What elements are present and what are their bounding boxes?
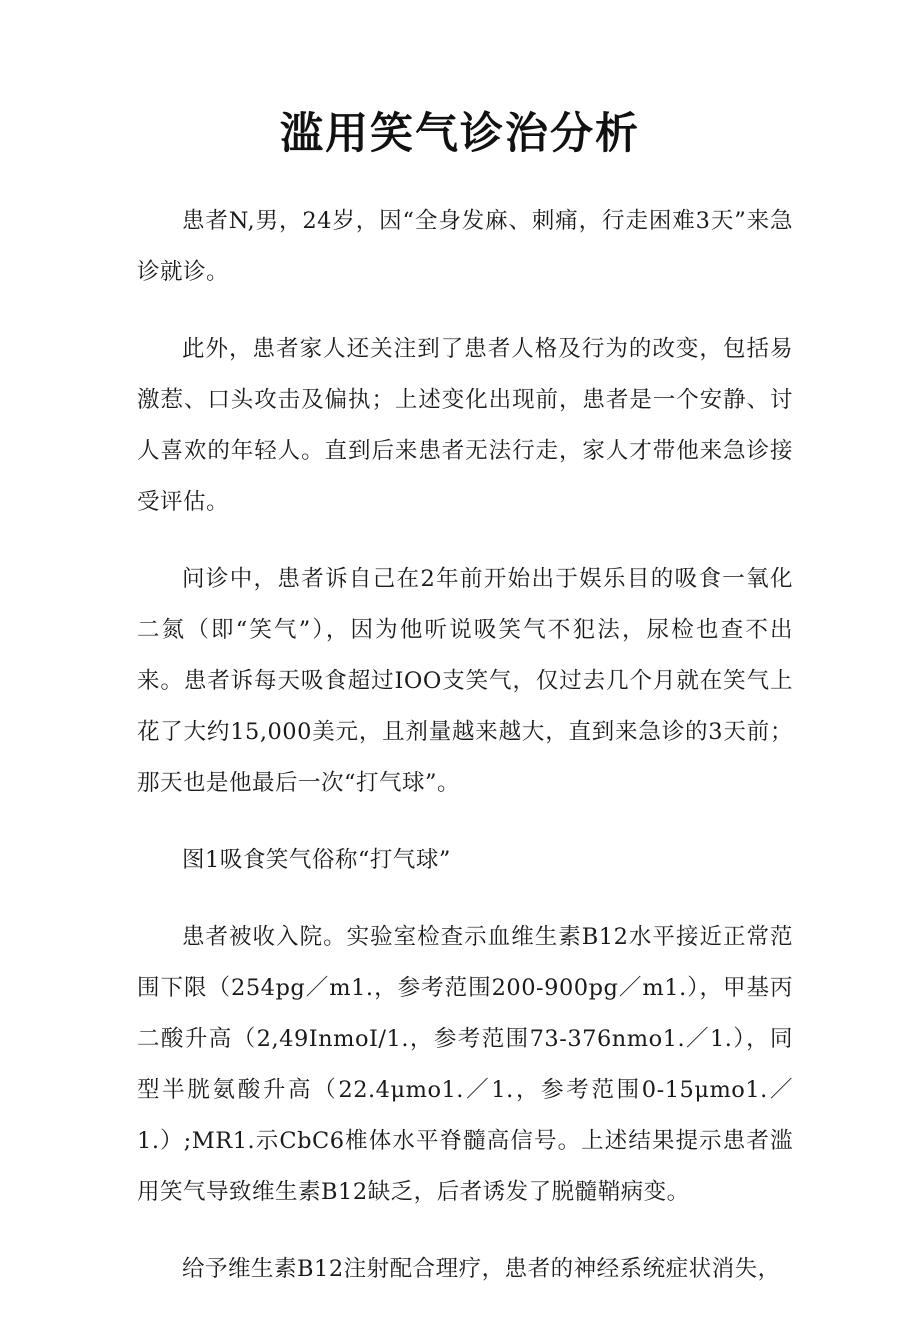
paragraph-treatment: 给予维生素B12注射配合理疗，患者的神经系统症状消失， — [182, 1256, 781, 1282]
paragraph-history: 问诊中，患者诉自己在2年前开始出于娱乐目的吸食一氧化二氮（即“笑气”），因为他听说吸笑气不犯法，尿检也查不出来。患者诉每天吸食超过IOO支笑气，仅过去几个月就在笑气上花了大约15,000美元，且剂量越来越大，直到来急诊的3天前；那天也是他最后一次“打气球”。 — [137, 566, 793, 796]
paragraph-lab-results: 患者被收入院。实验室检查示血维生素B12水平接近正常范围下限（254pg／m1.，参考范围200-900pg／m1.），甲基丙二酸升高（2,49InmoI/1.，参考范围73-376nmo1.／1.），同型半胱氨酸升高（22.4μmo1.／1.，参考范围0-15μmo1.／1.）;MR1.示CbC6椎体水平脊髓高信号。上述结果提示患者滥用笑气导致维生素B12缺乏，后者诱发了脱髓鞘病变。 — [137, 924, 793, 1205]
paragraph-chief-complaint: 患者N,男，24岁，因“全身发麻、刺痛，行走困难3天”来急诊就诊。 — [137, 208, 793, 285]
document-body — [137, 196, 793, 1321]
paragraph-behavior-change: 此外，患者家人还关注到了患者人格及行为的改变，包括易激惹、口头攻击及偏执；上述变化出现前，患者是一个安静、讨人喜欢的年轻人。直到后来患者无法行走，家人才带他来急诊接受评估。 — [137, 336, 793, 515]
figure-caption: 图1吸食笑气俗称“打气球” — [182, 847, 451, 873]
document-title: 滥用笑气诊治分析 — [280, 109, 640, 159]
